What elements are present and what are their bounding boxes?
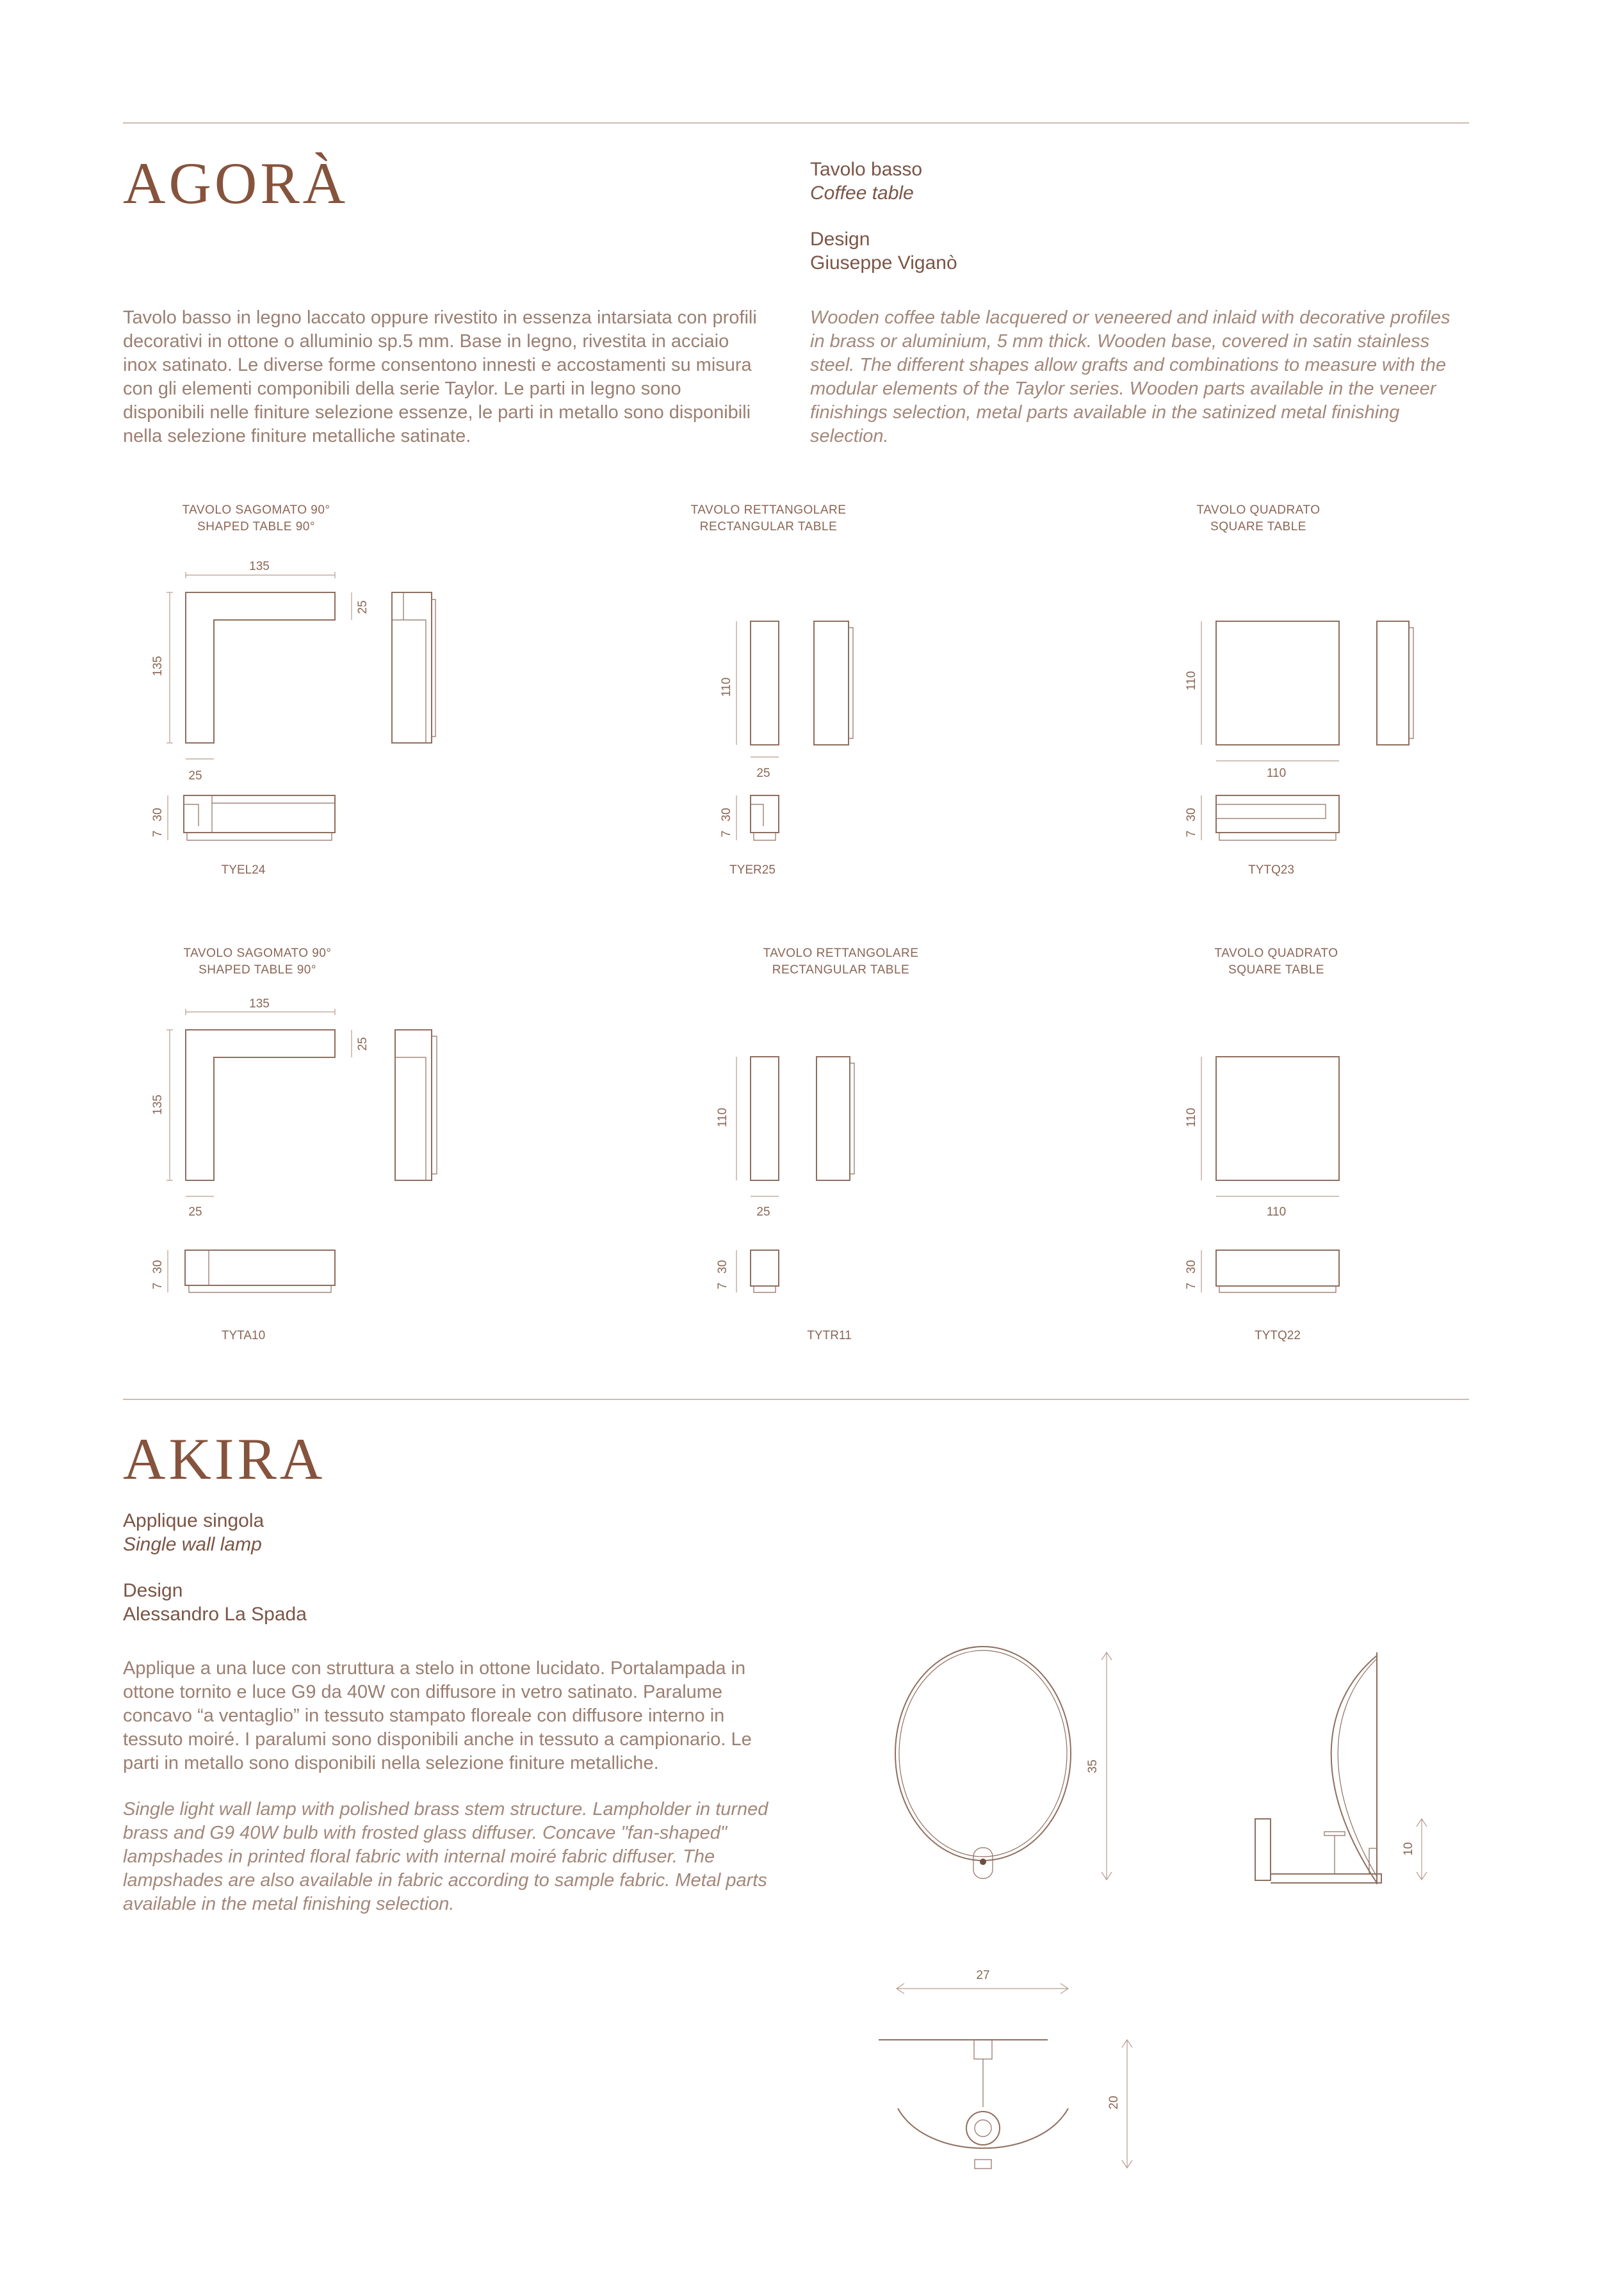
akira-category-it: Applique singola bbox=[123, 1510, 264, 1531]
dim-label: 25 bbox=[756, 767, 770, 780]
dim-label: 7 bbox=[151, 1282, 165, 1290]
dim-label: 110 bbox=[1185, 1107, 1198, 1128]
table-caption: TAVOLO SAGOMATO 90° SHAPED TABLE 90° bbox=[183, 947, 332, 977]
table-caption: TAVOLO QUADRATO SQUARE TABLE bbox=[1214, 947, 1338, 977]
dim-label: 135 bbox=[151, 1095, 165, 1115]
product-code: TYTR11 bbox=[807, 1329, 852, 1342]
dim-label: 30 bbox=[1185, 1260, 1198, 1274]
dim-label: 25 bbox=[356, 600, 370, 614]
dim-label: 7 bbox=[1185, 1282, 1198, 1290]
dim-label: 30 bbox=[720, 808, 733, 822]
product-code: TYEL24 bbox=[221, 863, 266, 877]
dim-label: 25 bbox=[356, 1037, 370, 1051]
akira-description-it: Applique a una luce con struttura a stelo in ottone lucidato. Portalampada in ottone tornito e luce G9 da 40W con diffusore in vetro satinato. Paralume concavo “a ventaglio” in tessuto stampato floreale con diffusore interno in tessuto moiré. I paralumi sono disponibili anche in tessuto a campionario. Le parti in metallo sono disponibili nella selezione finiture metalliche. bbox=[123, 1658, 752, 1773]
dim-label: 30 bbox=[151, 808, 165, 822]
product-code: TYTQ23 bbox=[1248, 863, 1294, 877]
dim-label: 10 bbox=[1402, 1842, 1415, 1856]
product-code: TYER25 bbox=[729, 863, 776, 877]
agora-designer: Giuseppe Viganò bbox=[810, 252, 957, 273]
agora-design-label: Design bbox=[810, 229, 870, 250]
table-caption: TAVOLO RETTANGOLARE RECTANGULAR TABLE bbox=[690, 503, 847, 533]
akira-category-en: Single wall lamp bbox=[123, 1534, 262, 1555]
agora-category-it: Tavolo basso bbox=[810, 159, 923, 180]
dim-label: 30 bbox=[151, 1260, 165, 1274]
dim-label: 135 bbox=[249, 560, 270, 573]
agora-description-it: Tavolo basso in legno laccato oppure rivestito in essenza intarsiata con profili decorativi in ottone o alluminio sp.5 mm. Base in legno, rivestita in acciaio inox satinato. Le diverse forme consentono innesti e accostamenti su misura con gli elementi componibili della serie Taylor. Le parti in legno sono disponibili nelle finiture selezione essenze, le parti in metallo sono disponibili nella selezione finiture metalliche satinate. bbox=[123, 307, 757, 446]
dim-label: 7 bbox=[151, 830, 165, 838]
table-caption: TAVOLO QUADRATO SQUARE TABLE bbox=[1196, 503, 1321, 533]
dim-label: 25 bbox=[188, 769, 202, 783]
dim-label: 7 bbox=[716, 1282, 729, 1290]
dim-label: 27 bbox=[976, 1969, 990, 1982]
dim-label: 25 bbox=[188, 1205, 202, 1219]
dim-label: 110 bbox=[720, 677, 733, 697]
dim-label: 110 bbox=[716, 1107, 729, 1128]
akira-designer: Alessandro La Spada bbox=[123, 1604, 307, 1625]
dim-label: 7 bbox=[720, 830, 733, 838]
dim-label: 110 bbox=[1266, 1205, 1287, 1219]
agora-title: AGORÀ bbox=[123, 151, 349, 216]
product-code: TYTA10 bbox=[221, 1329, 266, 1342]
akira-title: AKIRA bbox=[123, 1426, 326, 1492]
dim-label: 20 bbox=[1107, 2096, 1121, 2110]
dim-label: 135 bbox=[249, 997, 270, 1011]
dim-label: 25 bbox=[756, 1205, 770, 1219]
dim-label: 30 bbox=[1185, 808, 1198, 822]
product-code: TYTQ22 bbox=[1255, 1329, 1301, 1342]
agora-category-en: Coffee table bbox=[810, 183, 914, 204]
akira-design-label: Design bbox=[123, 1580, 183, 1601]
dim-label: 7 bbox=[1185, 830, 1198, 838]
akira-description-en: Single light wall lamp with polished brass stem structure. Lampholder in turned brass and G9 40W bulb with frosted glass diffuser. Concave "fan-shaped" lampshades in printed floral fabric with internal moiré fabric diffuser. The lampshades are also available in fabric according to sample fabric. Metal parts available in the metal finishing selection. bbox=[123, 1799, 768, 1914]
table-caption: TAVOLO SAGOMATO 90° SHAPED TABLE 90° bbox=[182, 503, 330, 533]
dim-label: 35 bbox=[1086, 1759, 1100, 1773]
dim-label: 110 bbox=[1185, 671, 1198, 691]
dim-label: 135 bbox=[151, 656, 165, 676]
dim-label: 30 bbox=[716, 1260, 729, 1274]
agora-description-en: Wooden coffee table lacquered or veneered and inlaid with decorative profiles in brass or aluminium, 5 mm thick. Wooden base, covered in satin stainless steel. The different shapes allow grafts and combinations to measure with the modular elements of the Taylor series. Wooden parts available in the veneer finishings selection, metal parts available in the satinized metal finishing selection. bbox=[810, 307, 1451, 446]
table-caption: TAVOLO RETTANGOLARE RECTANGULAR TABLE bbox=[763, 947, 919, 977]
dim-label: 110 bbox=[1266, 767, 1287, 780]
